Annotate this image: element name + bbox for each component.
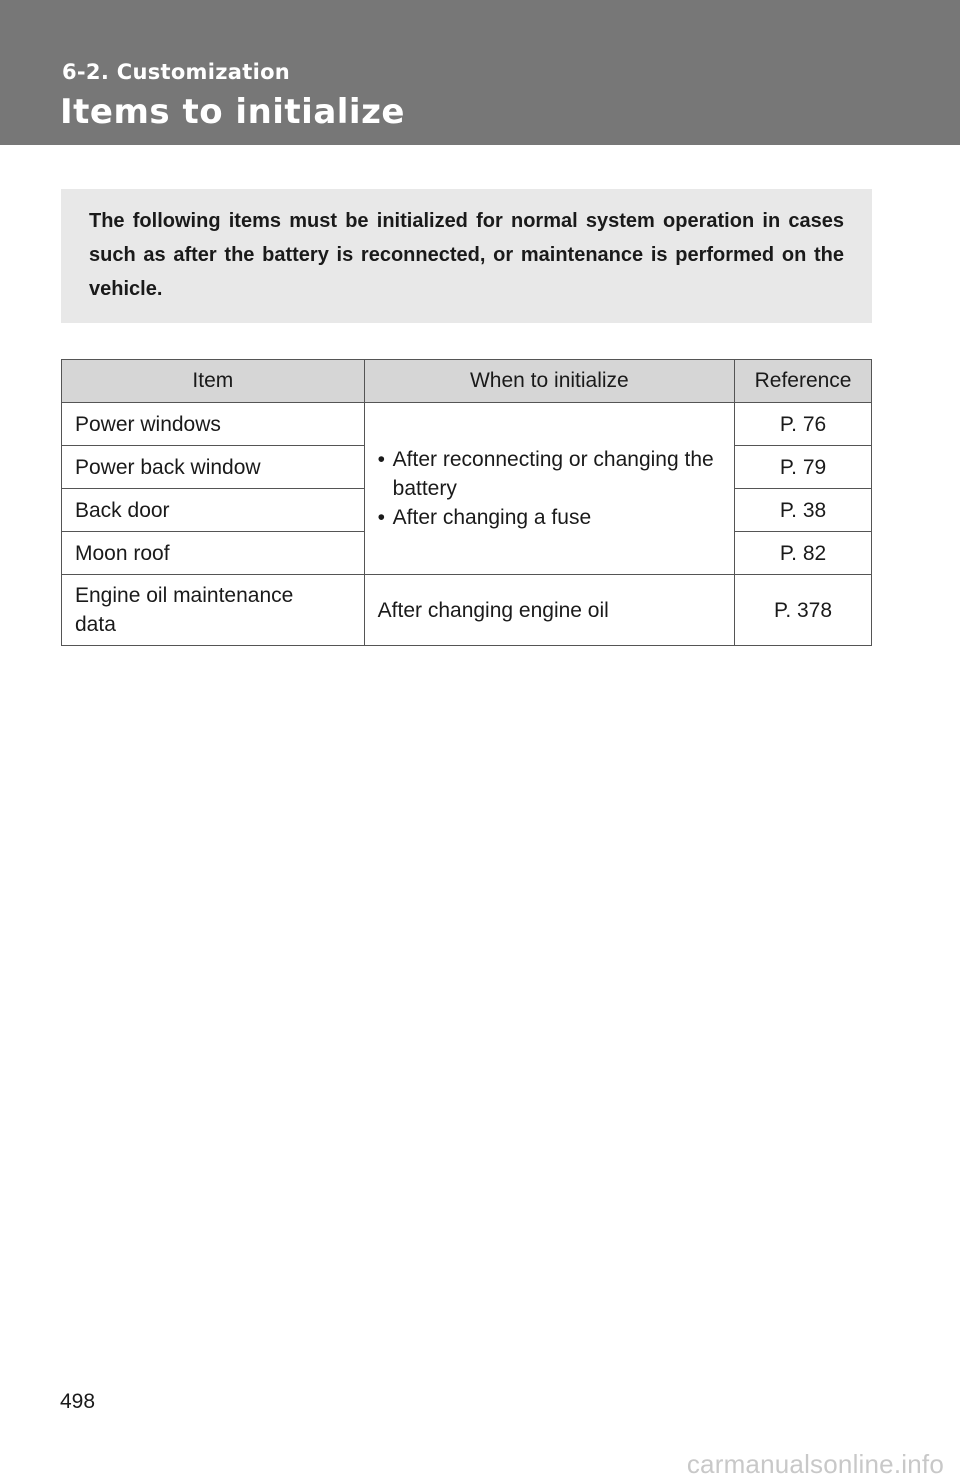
table-row	[62, 403, 872, 446]
reference-cell: P. 76	[735, 403, 872, 446]
item-cell: Power back window	[62, 446, 365, 489]
intro-text: The following items must be initialized for normal system operation in cases such as after the battery is reconnected, or maintenance is performed on the vehicle.	[89, 210, 844, 300]
when-cell-shared	[364, 403, 734, 575]
intro-box	[61, 189, 872, 323]
watermark: carmanualsonline.info	[686, 1449, 944, 1479]
header-when: When to initialize	[364, 360, 734, 403]
reference-cell: P. 38	[735, 489, 872, 532]
reference-cell: P. 82	[735, 532, 872, 575]
header-reference: Reference	[735, 360, 872, 403]
page-title: Items to initialize	[60, 92, 405, 132]
initialize-table	[61, 359, 872, 646]
table-row	[62, 575, 872, 646]
item-cell: Moon roof	[62, 532, 365, 575]
reference-cell: P. 79	[735, 446, 872, 489]
item-cell: Power windows	[62, 403, 365, 446]
when-condition: • After reconnecting or changing the battery	[378, 445, 734, 503]
header-item: Item	[62, 360, 365, 403]
page-number: 498	[60, 1390, 96, 1413]
section-label: 6-2. Customization	[62, 60, 291, 84]
when-condition: • After changing a fuse	[378, 503, 734, 532]
table-header-row	[62, 360, 872, 403]
item-cell: Back door	[62, 489, 365, 532]
when-cell: After changing engine oil	[364, 575, 734, 646]
reference-cell: P. 378	[735, 575, 872, 646]
item-cell: Engine oil maintenance data	[62, 575, 365, 646]
page-header	[0, 0, 960, 145]
